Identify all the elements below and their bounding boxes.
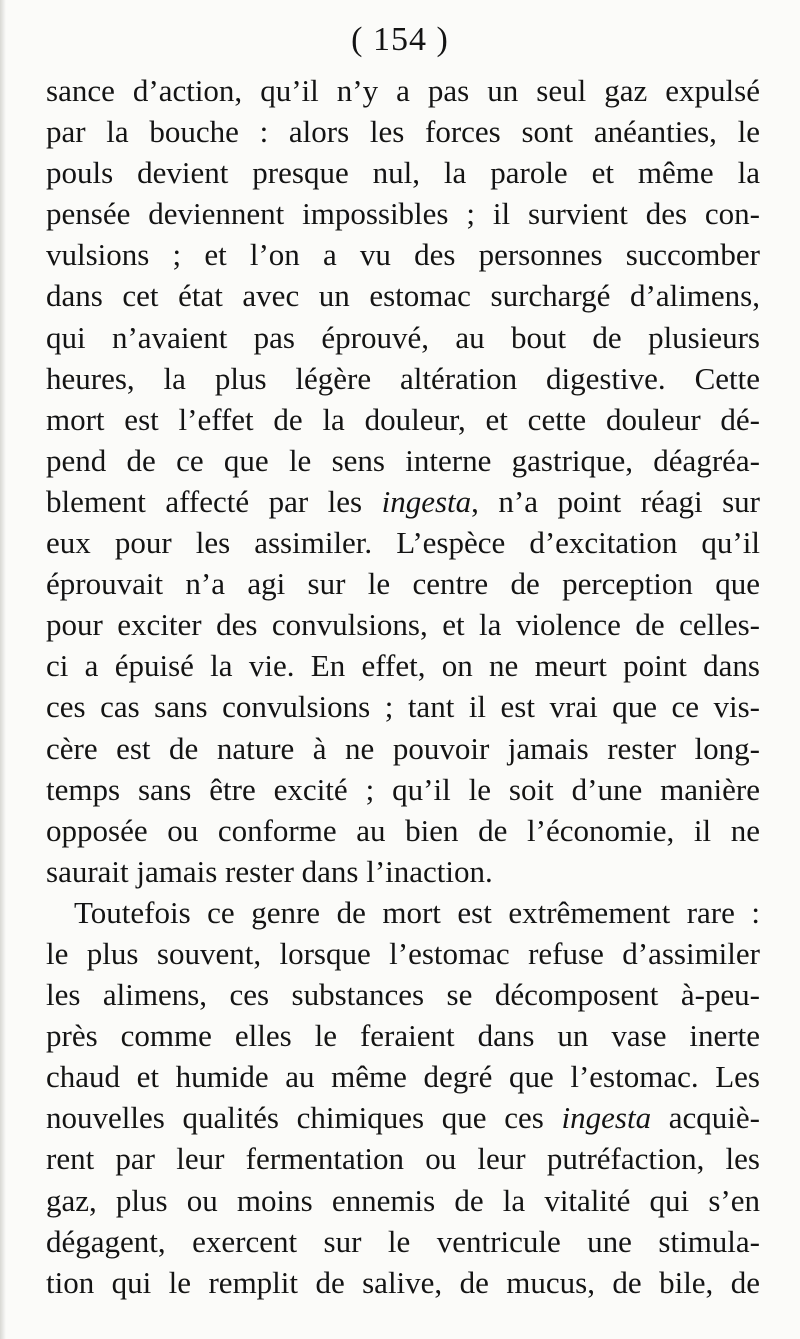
text-line: opposée ou conforme au bien de l’économie, il ne bbox=[46, 812, 760, 848]
text-line: saurait jamais rester dans l’inaction. bbox=[46, 853, 493, 889]
italic-term: ingesta bbox=[381, 483, 472, 519]
page-number: ( 154 ) bbox=[351, 21, 449, 58]
text-line: rent par leur fermentation ou leur putréfaction, les bbox=[46, 1141, 760, 1177]
text-line: pend de ce que le sens interne gastrique, déagréa- bbox=[46, 442, 760, 478]
text-line: pensée deviennent impossibles ; il survient des con- bbox=[46, 196, 760, 232]
italic-term: ingesta bbox=[561, 1100, 652, 1136]
text-segment: acquiè- bbox=[651, 1100, 760, 1136]
text-line: le plus souvent, lorsque l’estomac refuse d’assimiler bbox=[46, 935, 760, 971]
text-line: Toutefois ce genre de mort est extrêmement rare : bbox=[74, 894, 760, 930]
text-segment: , n’a point réagi sur bbox=[471, 483, 760, 519]
text-line: dégagent, exercent sur le ventricule une stimula- bbox=[46, 1223, 760, 1259]
text-line: par la bouche : alors les forces sont anéanties, le bbox=[46, 114, 760, 150]
text-line: vulsions ; et l’on a vu des personnes succomber bbox=[46, 237, 760, 273]
text-segment: blement affecté par les bbox=[46, 483, 382, 519]
text-line: ci a épuisé la vie. En effet, on ne meurt point dans bbox=[46, 648, 760, 684]
text-line: cère est de nature à ne pouvoir jamais rester long- bbox=[46, 730, 760, 766]
text-line: heures, la plus légère altération digestive. Cette bbox=[46, 360, 760, 396]
text-line: chaud et humide au même degré que l’estomac. Les bbox=[46, 1059, 760, 1095]
text-line: ces cas sans convulsions ; tant il est vrai que ce vis- bbox=[46, 689, 760, 725]
text-line: eux pour les assimiler. L’espèce d’excitation qu’il bbox=[46, 525, 760, 561]
text-segment: nouvelles qualités chimiques que ces bbox=[46, 1100, 562, 1136]
text-line: dans cet état avec un estomac surchargé d’alimens, bbox=[46, 278, 760, 314]
text-line: les alimens, ces substances se décomposent à-peu- bbox=[46, 977, 760, 1013]
text-line: qui n’avaient pas éprouvé, au bout de plusieurs bbox=[46, 319, 760, 355]
text-line: pouls devient presque nul, la parole et même la bbox=[46, 155, 760, 191]
text-line: pour exciter des convulsions, et la violence de celles- bbox=[46, 607, 760, 643]
text-line: gaz, plus ou moins ennemis de la vitalité qui s’en bbox=[46, 1182, 760, 1218]
text-line: sance d’action, qu’il n’y a pas un seul gaz expulsé bbox=[46, 73, 760, 108]
text-line: éprouvait n’a agi sur le centre de perception que bbox=[46, 566, 760, 602]
text-line bbox=[46, 1097, 760, 1138]
text-line: tion qui le remplit de salive, de mucus, de bile, de bbox=[46, 1264, 760, 1300]
body-text bbox=[46, 70, 760, 1303]
text-line: mort est l’effet de la douleur, et cette douleur dé- bbox=[46, 401, 760, 437]
text-line bbox=[46, 481, 760, 522]
page-edge-shadow bbox=[0, 0, 6, 1339]
text-line: temps sans être excité ; qu’il le soit d’une manière bbox=[46, 771, 760, 807]
text-line: près comme elles le feraient dans un vase inerte bbox=[46, 1018, 760, 1054]
